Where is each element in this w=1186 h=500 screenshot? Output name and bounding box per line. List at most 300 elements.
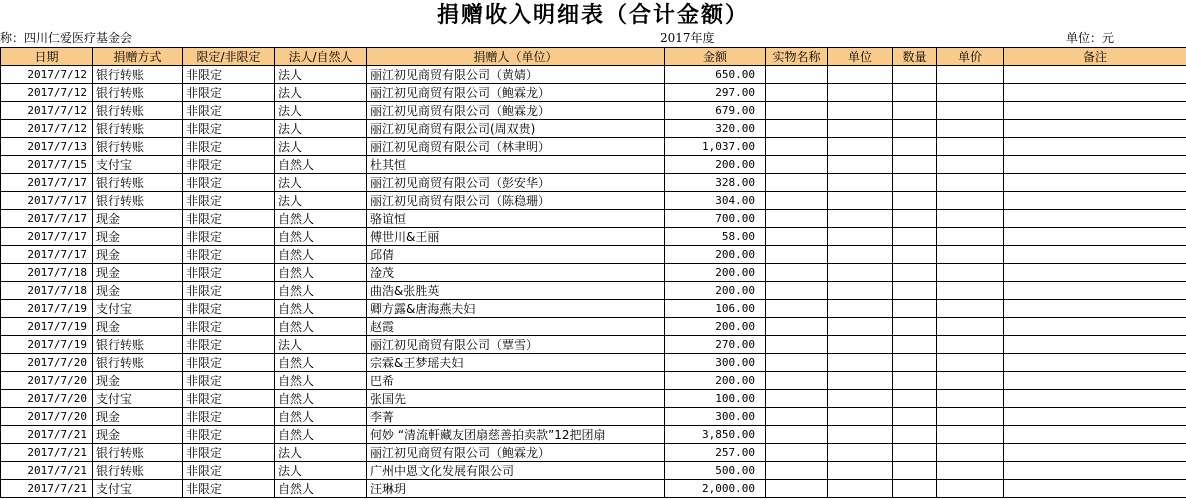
cell-method[interactable]: 现金 xyxy=(93,246,183,264)
cell-restriction[interactable]: 非限定 xyxy=(183,354,275,372)
cell-empty[interactable] xyxy=(828,372,893,390)
table-row xyxy=(1,174,1186,192)
cell-method[interactable]: 支付宝 xyxy=(93,300,183,318)
cell-empty[interactable] xyxy=(1004,372,1186,390)
cell-amount[interactable]: 679.00 xyxy=(665,102,766,120)
table-row xyxy=(1,210,1186,228)
cell-date[interactable]: 2017/7/17 xyxy=(1,246,93,264)
cell-empty[interactable] xyxy=(937,246,1004,264)
cell-empty[interactable] xyxy=(766,300,828,318)
cell-empty[interactable] xyxy=(1004,102,1186,120)
cell-entity-type[interactable]: 自然人 xyxy=(275,318,367,336)
cell-method[interactable]: 银行转账 xyxy=(93,444,183,462)
cell-date[interactable]: 2017/7/21 xyxy=(1,444,93,462)
cell-donor[interactable]: 丽江初见商贸有限公司(周双贵) xyxy=(367,120,665,138)
cell-empty[interactable] xyxy=(1004,192,1186,210)
table-row xyxy=(1,264,1186,282)
cell-donor[interactable]: 杜其恒 xyxy=(367,156,665,174)
header-entity-type[interactable]: 法人/自然人 xyxy=(275,48,367,66)
cell-empty[interactable] xyxy=(893,138,937,156)
cell-method[interactable]: 现金 xyxy=(93,408,183,426)
cell-donor[interactable]: 丽江初见商贸有限公司（陈稳珊） xyxy=(367,192,665,210)
header-unit[interactable]: 单位 xyxy=(828,48,893,66)
cell-entity-type[interactable]: 自然人 xyxy=(275,426,367,444)
header-restriction[interactable]: 限定/非限定 xyxy=(183,48,275,66)
cell-empty[interactable] xyxy=(766,156,828,174)
cell-entity-type[interactable]: 自然人 xyxy=(275,228,367,246)
cell-date[interactable]: 2017/7/19 xyxy=(1,300,93,318)
cell-entity-type[interactable]: 自然人 xyxy=(275,480,367,498)
cell-donor[interactable]: 张国先 xyxy=(367,390,665,408)
cell-empty[interactable] xyxy=(893,300,937,318)
cell-entity-type[interactable]: 自然人 xyxy=(275,390,367,408)
cell-method[interactable]: 现金 xyxy=(93,318,183,336)
sheet-title: 捐赠收入明细表（合计金额） xyxy=(436,2,749,28)
cell-empty[interactable] xyxy=(766,408,828,426)
cell-restriction[interactable]: 非限定 xyxy=(183,174,275,192)
cell-restriction[interactable]: 非限定 xyxy=(183,426,275,444)
cell-empty[interactable] xyxy=(893,210,937,228)
cell-empty[interactable] xyxy=(828,84,893,102)
cell-empty[interactable] xyxy=(828,174,893,192)
cell-restriction[interactable]: 非限定 xyxy=(183,102,275,120)
cell-empty[interactable] xyxy=(828,300,893,318)
cell-amount[interactable]: 100.00 xyxy=(665,390,766,408)
cell-empty[interactable] xyxy=(766,426,828,444)
cell-empty[interactable] xyxy=(828,282,893,300)
cell-empty[interactable] xyxy=(766,318,828,336)
cell-date[interactable]: 2017/7/19 xyxy=(1,336,93,354)
cell-entity-type[interactable]: 自然人 xyxy=(275,264,367,282)
table-row xyxy=(1,246,1186,264)
cell-donor[interactable]: 何妙 “清流軒藏友团扇慈善拍卖款”12把团扇 xyxy=(367,426,665,444)
cell-restriction[interactable]: 非限定 xyxy=(183,300,275,318)
cell-empty[interactable] xyxy=(828,444,893,462)
cell-empty[interactable] xyxy=(766,228,828,246)
cell-empty[interactable] xyxy=(766,210,828,228)
table-row xyxy=(1,462,1186,480)
cell-empty[interactable] xyxy=(893,66,937,84)
table-row xyxy=(1,228,1186,246)
cell-amount[interactable]: 297.00 xyxy=(665,84,766,102)
cell-date[interactable]: 2017/7/20 xyxy=(1,390,93,408)
cell-empty[interactable] xyxy=(828,228,893,246)
cell-method[interactable]: 现金 xyxy=(93,426,183,444)
cell-donor[interactable]: 丽江初见商贸有限公司（鲍霖龙） xyxy=(367,84,665,102)
cell-empty[interactable] xyxy=(1004,426,1186,444)
cell-empty[interactable] xyxy=(1004,138,1186,156)
cell-method[interactable]: 银行转账 xyxy=(93,336,183,354)
cell-empty[interactable] xyxy=(937,444,1004,462)
cell-empty[interactable] xyxy=(828,66,893,84)
cell-date[interactable]: 2017/7/12 xyxy=(1,120,93,138)
cell-entity-type[interactable]: 法人 xyxy=(275,138,367,156)
cell-entity-type[interactable]: 法人 xyxy=(275,336,367,354)
cell-donor[interactable]: 宗霖&王梦瑶夫妇 xyxy=(367,354,665,372)
cell-restriction[interactable]: 非限定 xyxy=(183,318,275,336)
cell-amount[interactable]: 3,850.00 xyxy=(665,426,766,444)
cell-empty[interactable] xyxy=(766,174,828,192)
cell-restriction[interactable]: 非限定 xyxy=(183,138,275,156)
cell-method[interactable]: 支付宝 xyxy=(93,390,183,408)
cell-empty[interactable] xyxy=(828,426,893,444)
cell-empty[interactable] xyxy=(828,354,893,372)
cell-restriction[interactable]: 非限定 xyxy=(183,228,275,246)
donation-table xyxy=(0,47,1186,498)
cell-date[interactable]: 2017/7/19 xyxy=(1,318,93,336)
cell-empty[interactable] xyxy=(828,192,893,210)
cell-date[interactable]: 2017/7/18 xyxy=(1,282,93,300)
cell-empty[interactable] xyxy=(766,120,828,138)
cell-empty[interactable] xyxy=(937,228,1004,246)
cell-empty[interactable] xyxy=(893,318,937,336)
header-unit-price[interactable]: 单价 xyxy=(937,48,1004,66)
cell-empty[interactable] xyxy=(937,318,1004,336)
cell-restriction[interactable]: 非限定 xyxy=(183,192,275,210)
cell-empty[interactable] xyxy=(828,264,893,282)
cell-empty[interactable] xyxy=(1004,84,1186,102)
cell-empty[interactable] xyxy=(937,408,1004,426)
cell-entity-type[interactable]: 法人 xyxy=(275,120,367,138)
cell-empty[interactable] xyxy=(893,174,937,192)
cell-method[interactable]: 现金 xyxy=(93,282,183,300)
cell-empty[interactable] xyxy=(937,282,1004,300)
cell-restriction[interactable]: 非限定 xyxy=(183,372,275,390)
cell-entity-type[interactable]: 法人 xyxy=(275,192,367,210)
cell-restriction[interactable]: 非限定 xyxy=(183,462,275,480)
cell-empty[interactable] xyxy=(828,102,893,120)
table-row xyxy=(1,480,1186,498)
cell-empty[interactable] xyxy=(937,480,1004,498)
cell-empty[interactable] xyxy=(1004,336,1186,354)
cell-method[interactable]: 现金 xyxy=(93,210,183,228)
cell-entity-type[interactable]: 法人 xyxy=(275,102,367,120)
cell-empty[interactable] xyxy=(1004,228,1186,246)
cell-empty[interactable] xyxy=(766,444,828,462)
cell-date[interactable]: 2017/7/17 xyxy=(1,192,93,210)
cell-date[interactable]: 2017/7/18 xyxy=(1,264,93,282)
cell-empty[interactable] xyxy=(766,354,828,372)
cell-amount[interactable]: 257.00 xyxy=(665,444,766,462)
cell-date[interactable]: 2017/7/17 xyxy=(1,228,93,246)
organization-name: 称：四川仁爱医疗基金会 xyxy=(0,31,133,45)
cell-empty[interactable] xyxy=(1004,390,1186,408)
cell-amount[interactable]: 650.00 xyxy=(665,66,766,84)
cell-method[interactable]: 支付宝 xyxy=(93,480,183,498)
header-amount[interactable]: 金额 xyxy=(665,48,766,66)
table-row xyxy=(1,102,1186,120)
cell-date[interactable]: 2017/7/12 xyxy=(1,84,93,102)
cell-donor[interactable]: 丽江初见商贸有限公司（林聿明） xyxy=(367,138,665,156)
cell-empty[interactable] xyxy=(937,264,1004,282)
cell-empty[interactable] xyxy=(766,336,828,354)
cell-amount[interactable]: 320.00 xyxy=(665,120,766,138)
cell-empty[interactable] xyxy=(937,210,1004,228)
table-row xyxy=(1,192,1186,210)
table-row xyxy=(1,372,1186,390)
cell-empty[interactable] xyxy=(828,246,893,264)
cell-empty[interactable] xyxy=(893,408,937,426)
cell-amount[interactable]: 2,000.00 xyxy=(665,480,766,498)
cell-method[interactable]: 银行转账 xyxy=(93,462,183,480)
cell-method[interactable]: 银行转账 xyxy=(93,174,183,192)
cell-empty[interactable] xyxy=(1004,246,1186,264)
cell-method[interactable]: 支付宝 xyxy=(93,156,183,174)
cell-restriction[interactable]: 非限定 xyxy=(183,282,275,300)
cell-empty[interactable] xyxy=(766,102,828,120)
cell-entity-type[interactable]: 自然人 xyxy=(275,372,367,390)
cell-empty[interactable] xyxy=(937,336,1004,354)
cell-empty[interactable] xyxy=(766,66,828,84)
cell-entity-type[interactable]: 自然人 xyxy=(275,210,367,228)
cell-empty[interactable] xyxy=(937,300,1004,318)
cell-amount[interactable]: 200.00 xyxy=(665,282,766,300)
cell-empty[interactable] xyxy=(937,138,1004,156)
cell-date[interactable]: 2017/7/20 xyxy=(1,372,93,390)
cell-empty[interactable] xyxy=(766,390,828,408)
cell-amount[interactable]: 328.00 xyxy=(665,174,766,192)
cell-empty[interactable] xyxy=(937,390,1004,408)
cell-empty[interactable] xyxy=(828,156,893,174)
cell-empty[interactable] xyxy=(1004,120,1186,138)
cell-method[interactable]: 银行转账 xyxy=(93,102,183,120)
cell-empty[interactable] xyxy=(766,192,828,210)
cell-empty[interactable] xyxy=(766,282,828,300)
cell-empty[interactable] xyxy=(828,318,893,336)
cell-empty[interactable] xyxy=(1004,174,1186,192)
cell-entity-type[interactable]: 法人 xyxy=(275,174,367,192)
cell-date[interactable]: 2017/7/20 xyxy=(1,408,93,426)
cell-empty[interactable] xyxy=(1004,156,1186,174)
fiscal-year: 2017年度 xyxy=(660,31,715,45)
cell-empty[interactable] xyxy=(766,138,828,156)
cell-empty[interactable] xyxy=(893,282,937,300)
cell-empty[interactable] xyxy=(893,228,937,246)
cell-amount[interactable]: 200.00 xyxy=(665,264,766,282)
currency-unit: 单位：元 xyxy=(1066,31,1115,45)
cell-donor[interactable]: 丽江初见商贸有限公司（鲍霖龙） xyxy=(367,444,665,462)
cell-date[interactable]: 2017/7/21 xyxy=(1,480,93,498)
cell-date[interactable]: 2017/7/13 xyxy=(1,138,93,156)
cell-empty[interactable] xyxy=(893,354,937,372)
header-method[interactable]: 捐赠方式 xyxy=(93,48,183,66)
cell-amount[interactable]: 200.00 xyxy=(665,318,766,336)
cell-empty[interactable] xyxy=(937,66,1004,84)
cell-empty[interactable] xyxy=(893,156,937,174)
cell-empty[interactable] xyxy=(1004,264,1186,282)
cell-donor[interactable]: 汪琳玥 xyxy=(367,480,665,498)
table-row xyxy=(1,354,1186,372)
cell-empty[interactable] xyxy=(828,120,893,138)
cell-empty[interactable] xyxy=(766,264,828,282)
cell-empty[interactable] xyxy=(893,246,937,264)
cell-empty[interactable] xyxy=(766,246,828,264)
table-row xyxy=(1,120,1186,138)
cell-date[interactable]: 2017/7/15 xyxy=(1,156,93,174)
cell-restriction[interactable]: 非限定 xyxy=(183,444,275,462)
cell-empty[interactable] xyxy=(937,462,1004,480)
cell-entity-type[interactable]: 法人 xyxy=(275,444,367,462)
header-donor[interactable]: 捐赠人（单位） xyxy=(367,48,665,66)
cell-method[interactable]: 银行转账 xyxy=(93,354,183,372)
cell-amount[interactable]: 300.00 xyxy=(665,408,766,426)
cell-restriction[interactable]: 非限定 xyxy=(183,84,275,102)
table-row xyxy=(1,444,1186,462)
cell-donor[interactable]: 邱倩 xyxy=(367,246,665,264)
cell-empty[interactable] xyxy=(893,120,937,138)
cell-empty[interactable] xyxy=(828,480,893,498)
cell-method[interactable]: 银行转账 xyxy=(93,138,183,156)
cell-empty[interactable] xyxy=(1004,354,1186,372)
cell-empty[interactable] xyxy=(828,336,893,354)
cell-restriction[interactable]: 非限定 xyxy=(183,408,275,426)
cell-restriction[interactable]: 非限定 xyxy=(183,264,275,282)
cell-empty[interactable] xyxy=(893,372,937,390)
cell-empty[interactable] xyxy=(828,138,893,156)
cell-entity-type[interactable]: 自然人 xyxy=(275,300,367,318)
cell-amount[interactable]: 500.00 xyxy=(665,462,766,480)
cell-restriction[interactable]: 非限定 xyxy=(183,210,275,228)
header-quantity[interactable]: 数量 xyxy=(893,48,937,66)
cell-empty[interactable] xyxy=(937,156,1004,174)
cell-empty[interactable] xyxy=(937,120,1004,138)
cell-empty[interactable] xyxy=(893,462,937,480)
cell-empty[interactable] xyxy=(766,84,828,102)
cell-empty[interactable] xyxy=(937,174,1004,192)
cell-donor[interactable]: 曲浩&张胜英 xyxy=(367,282,665,300)
cell-amount[interactable]: 200.00 xyxy=(665,372,766,390)
cell-empty[interactable] xyxy=(1004,300,1186,318)
cell-amount[interactable]: 700.00 xyxy=(665,210,766,228)
cell-method[interactable]: 银行转账 xyxy=(93,66,183,84)
cell-entity-type[interactable]: 法人 xyxy=(275,462,367,480)
cell-empty[interactable] xyxy=(893,444,937,462)
cell-empty[interactable] xyxy=(937,84,1004,102)
table-row xyxy=(1,156,1186,174)
cell-amount[interactable]: 1,037.00 xyxy=(665,138,766,156)
cell-empty[interactable] xyxy=(893,390,937,408)
cell-empty[interactable] xyxy=(893,426,937,444)
cell-empty[interactable] xyxy=(937,354,1004,372)
cell-donor[interactable]: 丽江初见商贸有限公司（覃雪） xyxy=(367,336,665,354)
cell-entity-type[interactable]: 自然人 xyxy=(275,282,367,300)
cell-donor[interactable]: 巴希 xyxy=(367,372,665,390)
cell-empty[interactable] xyxy=(1004,318,1186,336)
cell-empty[interactable] xyxy=(937,372,1004,390)
cell-empty[interactable] xyxy=(1004,444,1186,462)
cell-donor[interactable]: 丽江初见商贸有限公司（鲍霖龙） xyxy=(367,102,665,120)
cell-entity-type[interactable]: 自然人 xyxy=(275,156,367,174)
cell-restriction[interactable]: 非限定 xyxy=(183,390,275,408)
cell-date[interactable]: 2017/7/21 xyxy=(1,462,93,480)
cell-donor[interactable]: 丽江初见商贸有限公司（黄婧） xyxy=(367,66,665,84)
cell-donor[interactable]: 广州中恩文化发展有限公司 xyxy=(367,462,665,480)
cell-amount[interactable]: 200.00 xyxy=(665,246,766,264)
cell-restriction[interactable]: 非限定 xyxy=(183,66,275,84)
cell-date[interactable]: 2017/7/17 xyxy=(1,210,93,228)
cell-restriction[interactable]: 非限定 xyxy=(183,336,275,354)
cell-amount[interactable]: 200.00 xyxy=(665,156,766,174)
cell-entity-type[interactable]: 自然人 xyxy=(275,408,367,426)
cell-amount[interactable]: 58.00 xyxy=(665,228,766,246)
cell-donor[interactable]: 淦茂 xyxy=(367,264,665,282)
cell-date[interactable]: 2017/7/12 xyxy=(1,66,93,84)
header-date[interactable]: 日期 xyxy=(1,48,93,66)
cell-method[interactable]: 银行转账 xyxy=(93,84,183,102)
cell-empty[interactable] xyxy=(1004,480,1186,498)
cell-amount[interactable]: 106.00 xyxy=(665,300,766,318)
header-remarks[interactable]: 备注 xyxy=(1004,48,1186,66)
cell-date[interactable]: 2017/7/21 xyxy=(1,426,93,444)
cell-empty[interactable] xyxy=(766,480,828,498)
cell-empty[interactable] xyxy=(1004,210,1186,228)
cell-date[interactable]: 2017/7/17 xyxy=(1,174,93,192)
cell-empty[interactable] xyxy=(893,102,937,120)
cell-empty[interactable] xyxy=(893,84,937,102)
cell-entity-type[interactable]: 法人 xyxy=(275,84,367,102)
cell-donor[interactable]: 骆谊恒 xyxy=(367,210,665,228)
cell-donor[interactable]: 丽江初见商贸有限公司（彭安华） xyxy=(367,174,665,192)
cell-method[interactable]: 现金 xyxy=(93,372,183,390)
cell-empty[interactable] xyxy=(1004,66,1186,84)
cell-donor[interactable]: 李菁 xyxy=(367,408,665,426)
table-row xyxy=(1,390,1186,408)
cell-empty[interactable] xyxy=(828,210,893,228)
cell-empty[interactable] xyxy=(893,480,937,498)
cell-restriction[interactable]: 非限定 xyxy=(183,480,275,498)
cell-empty[interactable] xyxy=(937,102,1004,120)
cell-restriction[interactable]: 非限定 xyxy=(183,156,275,174)
table-row xyxy=(1,138,1186,156)
cell-empty[interactable] xyxy=(828,390,893,408)
cell-empty[interactable] xyxy=(1004,462,1186,480)
cell-amount[interactable]: 300.00 xyxy=(665,354,766,372)
cell-donor[interactable]: 傅世川&王丽 xyxy=(367,228,665,246)
table-row xyxy=(1,84,1186,102)
header-item-name[interactable]: 实物名称 xyxy=(766,48,828,66)
cell-entity-type[interactable]: 自然人 xyxy=(275,246,367,264)
cell-empty[interactable] xyxy=(1004,408,1186,426)
cell-empty[interactable] xyxy=(937,426,1004,444)
cell-empty[interactable] xyxy=(893,336,937,354)
cell-method[interactable]: 现金 xyxy=(93,264,183,282)
cell-method[interactable]: 银行转账 xyxy=(93,192,183,210)
cell-empty[interactable] xyxy=(1004,282,1186,300)
cell-empty[interactable] xyxy=(766,462,828,480)
cell-method[interactable]: 现金 xyxy=(93,228,183,246)
table-row xyxy=(1,300,1186,318)
cell-empty[interactable] xyxy=(893,192,937,210)
cell-empty[interactable] xyxy=(893,264,937,282)
info-row xyxy=(0,30,1186,47)
cell-entity-type[interactable]: 法人 xyxy=(275,66,367,84)
cell-entity-type[interactable]: 自然人 xyxy=(275,354,367,372)
cell-amount[interactable]: 270.00 xyxy=(665,336,766,354)
table-row xyxy=(1,282,1186,300)
cell-date[interactable]: 2017/7/12 xyxy=(1,102,93,120)
cell-date[interactable]: 2017/7/20 xyxy=(1,354,93,372)
cell-method[interactable]: 银行转账 xyxy=(93,120,183,138)
cell-empty[interactable] xyxy=(828,408,893,426)
cell-empty[interactable] xyxy=(828,462,893,480)
cell-donor[interactable]: 赵霞 xyxy=(367,318,665,336)
cell-restriction[interactable]: 非限定 xyxy=(183,246,275,264)
cell-donor[interactable]: 卿方露&唐海燕夫妇 xyxy=(367,300,665,318)
cell-amount[interactable]: 304.00 xyxy=(665,192,766,210)
cell-restriction[interactable]: 非限定 xyxy=(183,120,275,138)
cell-empty[interactable] xyxy=(937,192,1004,210)
cell-empty[interactable] xyxy=(766,372,828,390)
